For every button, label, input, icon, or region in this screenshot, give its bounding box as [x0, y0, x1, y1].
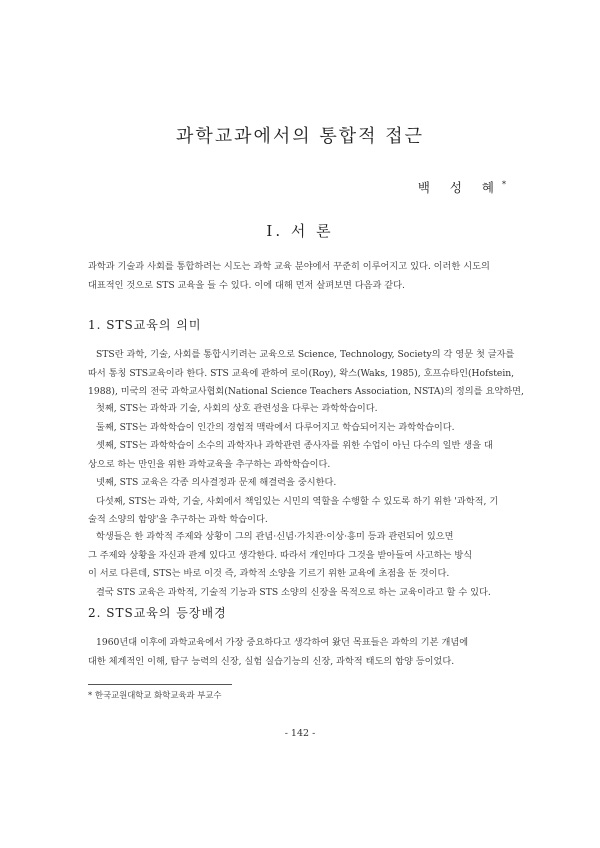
student-paragraph [88, 528, 514, 602]
definition-list [88, 400, 514, 530]
definition-paragraph [88, 346, 524, 402]
definition-line-3: 1988), 미국의 전국 과학교사협회(National Science Teachers Association, NSTA)의 정의를 요약하면, [88, 386, 524, 397]
author-name: 백 성 혜 [417, 180, 502, 195]
author-footnote-mark: * [502, 179, 506, 189]
background-line-1: 1960년대 이후에 과학교육에서 가장 중요하다고 생각하여 왔던 목표들은 과학의 기본 개념에 [96, 637, 469, 648]
student-line-3: 이 서로 다른데, STS는 바로 이것 즉, 과학적 소양을 기르기 위한 교육에 초점을 둔 것이다. [88, 568, 450, 579]
background-paragraph [88, 634, 514, 671]
subsection-heading-background: 2. STS교육의 등장배경 [88, 606, 227, 620]
definition-line-1: STS란 과학, 기술, 사회를 통합시키려는 교육으로 Science, Technology, Society의 각 영문 첫 글자를 [96, 349, 515, 360]
background-line-2: 대한 체계적인 이해, 탐구 능력의 신장, 실험 실습기능의 신장, 과학적 태도의 함양 등이었다. [88, 655, 455, 667]
author-footnote: * 한국교원대학교 화학교육과 부교수 [88, 690, 222, 700]
subsection-heading-meaning: 1. STS교육의 의미 [88, 318, 202, 332]
student-line-1: 학생들은 한 과학적 주제와 상황이 그의 관념·신념·가치관·이상·흥미 등과 관련되어 있으면 [96, 531, 454, 542]
author-line [418, 178, 506, 196]
definition-item-4: 넷째, STS 교육은 각종 의사결정과 문제 해결력을 중시한다. [96, 477, 337, 488]
section-heading-introduction: Ⅰ. 서 론 [266, 222, 334, 240]
definition-item-5: 다섯째, STS는 과학, 기술, 사회에서 책임있는 시민의 역할을 수행할 수 있도록 하기 위한 '과학적, 기 [96, 495, 499, 507]
definition-item-1: 첫째, STS는 과학과 기술, 사회의 상호 관련성을 다루는 과학학습이다. [96, 403, 378, 414]
intro-line-2: 대표적인 것으로 STS 교육을 들 수 있다. 이에 대해 먼저 살펴보면 다음과 같다. [88, 279, 405, 291]
page-number: - 142 - [284, 728, 316, 739]
definition-item-2: 둘째, STS는 과학학습이 인간의 경험적 맥락에서 다루어지고 학습되어지는 과학학습이다. [96, 421, 455, 433]
intro-line-1: 과학과 기술과 사회를 통합하려는 시도는 과학 교육 분야에서 꾸준히 이루어지고 있다. 이러한 시도의 [88, 261, 490, 272]
definition-line-2: 따서 통칭 STS교육이라 한다. STS 교육에 관하여 로이(Roy), 왁스(Waks, 1985), 호프슈타인(Hofstein, [88, 367, 515, 379]
paper-title: 과학교과에서의 통합적 접근 [175, 126, 425, 147]
student-line-4: 결국 STS 교육은 과학적, 기술적 기능과 STS 소양의 신장을 목적으로 하는 교육이라고 할 수 있다. [96, 586, 491, 598]
definition-item-3-cont: 상으로 하는 만인을 위한 과학교육을 추구하는 과학학습이다. [88, 458, 331, 470]
definition-item-5-cont: 술적 소양의 함양'을 추구하는 과학 학습이다. [88, 514, 268, 525]
intro-paragraph [88, 258, 514, 295]
student-line-2: 그 주제와 상황을 자신과 관계 있다고 생각한다. 따라서 개인마다 그것을 받아들여 사고하는 방식 [88, 549, 473, 561]
definition-item-3: 셋째, STS는 과학학습이 소수의 과학자나 과학관련 종사자를 위한 수업이 아닌 다수의 일반 생을 대 [96, 440, 493, 451]
footnote-divider [88, 684, 232, 685]
